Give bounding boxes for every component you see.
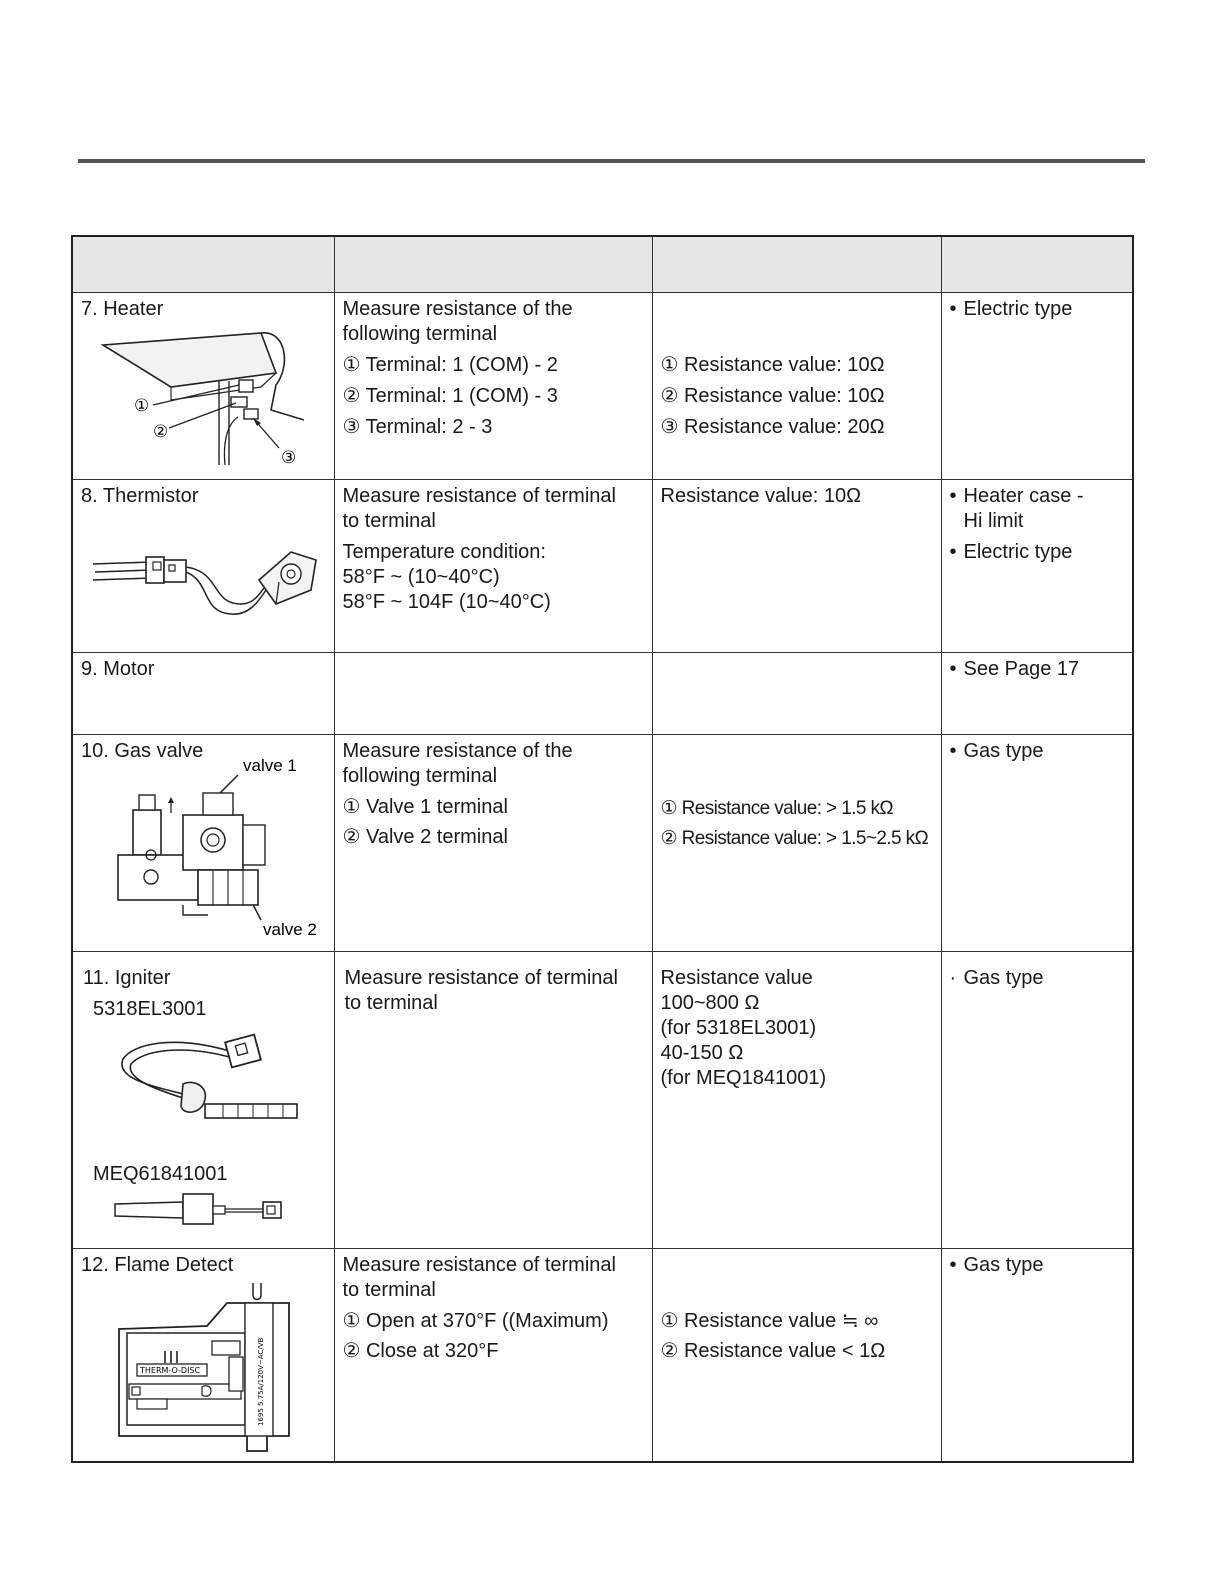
method-line: to terminal (342, 510, 436, 532)
method-line: 58°F ~ 104F (10~40°C) (342, 591, 551, 613)
remark: Gas type (963, 1254, 1044, 1276)
method-line: Measure resistance of the (342, 740, 573, 762)
header-cell-remark (941, 236, 1133, 293)
method-line: 58°F ~ (10~40°C) (342, 566, 500, 588)
result-line: (for 5318EL3001) (660, 1017, 817, 1039)
header-cell-part (72, 236, 334, 293)
valve-2-label: valve 2 (263, 920, 317, 939)
method-line: ② Valve 2 terminal (342, 826, 508, 848)
result-line: 40-150 Ω (660, 1042, 744, 1064)
result-line: ② Resistance value: > 1.5~2.5 kΩ (660, 828, 929, 849)
heater-diagram (101, 325, 311, 470)
troubleshooting-table (71, 235, 1134, 1463)
remark: Electric type (963, 298, 1073, 320)
result-line: ③ Resistance value: 20Ω (660, 416, 885, 438)
method-line: to terminal (342, 1279, 436, 1301)
method-line: Measure resistance of terminal (342, 1254, 616, 1276)
method-line: Temperature condition: (342, 541, 546, 563)
callout-1: ① (134, 396, 150, 416)
method-line: Measure resistance of terminal (344, 967, 618, 989)
table-row: 10. Gas valve valve 1 valve 2 Measure resistance of the following terminal ① Valve 1 terminal ② Valve 2 terminal ① Resistance value: > 1.5 kΩ ② Resistance value: > 1.5~2.5 kΩ • Gas type (72, 735, 1133, 952)
igniter-MEQ61841001-diagram (113, 1190, 293, 1230)
method-line: ① Terminal: 1 (COM) - 2 (342, 354, 558, 376)
part-name: 10. Gas valve (81, 740, 204, 762)
header-cell-result (652, 236, 941, 293)
flame-detect-diagram (107, 1281, 297, 1456)
remark: Hi limit (963, 510, 1024, 532)
method-line: following terminal (342, 323, 498, 345)
result-line: Resistance value: 10Ω (660, 485, 862, 507)
igniter-5318EL3001-diagram (113, 1024, 303, 1134)
method-line: to terminal (344, 992, 438, 1014)
part-name: 11. Igniter (83, 967, 171, 989)
result-line: 100~800 Ω (660, 992, 760, 1014)
part-name: 12. Flame Detect (81, 1254, 234, 1276)
remark: Gas type (963, 740, 1044, 762)
result-line: Resistance value (660, 967, 813, 989)
result-line: ② Resistance value < 1Ω (660, 1340, 886, 1362)
header-rule (78, 159, 1145, 163)
part-name: 7. Heater (81, 298, 164, 320)
remark: Gas type (963, 967, 1044, 989)
method-line: following terminal (342, 765, 498, 787)
header-cell-method (334, 236, 652, 293)
table-row: 7. Heater ① ② ③ Measure resistance of the following terminal ① Terminal: 1 (COM) - 2 ② Terminal: 1 (COM) - 3 ③ Terminal: 2 - 3 ① Resistance value: 10Ω ② Resistance value: 10Ω ③ Resistance value: 20Ω • Electric type (72, 293, 1133, 480)
table-row: 8. Thermistor Measure resistance of terminal to terminal Temperature condition: 58°F ~ (10~40°C) 58°F ~ 104F (10~40°C) Resistance value: 10Ω • Heater case - Hi limit • Electric type (72, 480, 1133, 653)
callout-3: ③ (281, 448, 297, 468)
result-line: ① Resistance value ≒ ∞ (660, 1310, 879, 1332)
method-line: ② Terminal: 1 (COM) - 3 (342, 385, 558, 407)
method-line: ② Close at 320°F (342, 1340, 499, 1362)
valve-1-label: valve 1 (243, 756, 297, 775)
thermistor-diagram (91, 542, 321, 622)
figure-brand: THERM-O-DISC (140, 1366, 201, 1375)
callout-2: ② (153, 422, 169, 442)
method-line: ③ Terminal: 2 - 3 (342, 416, 493, 438)
table-header-row (72, 236, 1133, 293)
result-line: ① Resistance value: > 1.5 kΩ (660, 798, 894, 819)
remark: Electric type (963, 541, 1073, 563)
model-number: 5318EL3001 (93, 998, 207, 1020)
table-row: 11. Igniter 5318EL3001 MEQ61841001 Measure resistance of terminal to terminal Resistance value 100~800 Ω (for 5318EL3001) 40-150 Ω (for MEQ1841001) · Gas type (72, 952, 1133, 1249)
model-number: MEQ61841001 (93, 1163, 228, 1185)
part-name: 9. Motor (81, 658, 155, 680)
method-line: Measure resistance of the (342, 298, 573, 320)
method-line: ① Open at 370°F ((Maximum) (342, 1310, 609, 1332)
method-line: ① Valve 1 terminal (342, 796, 508, 818)
result-line: ① Resistance value: 10Ω (660, 354, 885, 376)
table-row: 9. Motor • See Page 17 (72, 653, 1133, 735)
part-name: 8. Thermistor (81, 485, 199, 507)
result-line: ② Resistance value: 10Ω (660, 385, 885, 407)
gas-valve-diagram (103, 755, 333, 945)
result-line: (for MEQ1841001) (660, 1067, 827, 1089)
figure-rating: 1695 5.75A/120V~AC/VB (257, 1337, 265, 1426)
method-line: Measure resistance of terminal (342, 485, 616, 507)
remark: Heater case - (963, 485, 1084, 507)
remark: See Page 17 (963, 658, 1080, 680)
table-row: 12. Flame Detect THERM-O-DISC 1695 5.75A/120V~AC/VB Measure resistance of terminal to terminal ① Open at 370°F ((Maximum) ② Close at 320°F ① Resistance value ≒ ∞ ② Resistance value < 1Ω • Gas type (72, 1249, 1133, 1463)
